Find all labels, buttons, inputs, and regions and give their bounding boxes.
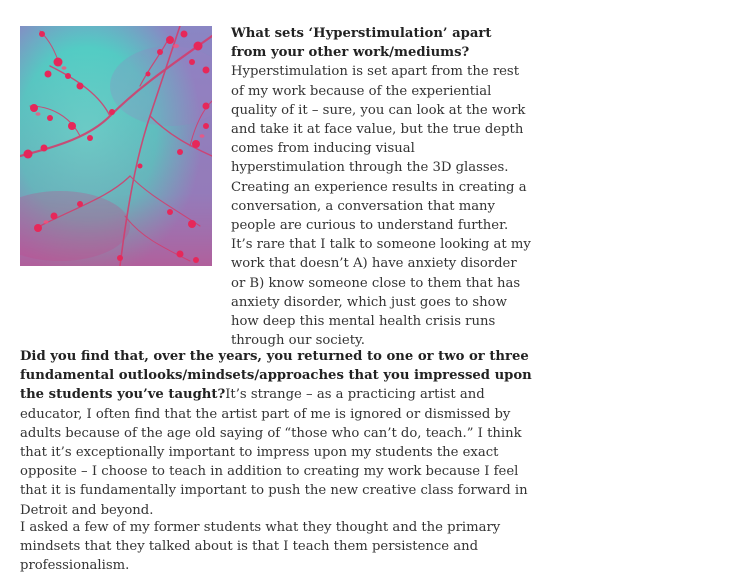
answer-1-text: Hyperstimulation is set apart from the rest of my work because of the experiential quality of it – sure, you can look at the work and take it at face value, but the true depth comes from inducing visual hyperstimulation through the 3D glasses. Creating an experience results in creating a conversation, a conversation that many people are curious to understand further. It’s rare that I talk to someone looking at my work that doesn’t A) have anxiety disorder or B) know someone close to them that has anxiety disorder, which just goes to show how deep this mental health crisis runs through our society. [231, 64, 531, 349]
branches-artwork-icon [20, 26, 212, 266]
question-1-heading: What sets ‘Hyperstimulation’ apart from your other work/mediums? [231, 26, 492, 61]
question-2-heading: Did you find that, over the years, you returned to one or two or three fundamental outlooks/mindsets/approaches that you impressed upon the students you’ve taught? [20, 349, 532, 403]
closing-paragraph: I asked a few of my former students what they thought and the primary mindsets that they talked about is that I teach them persistence and professionalism. [20, 520, 501, 574]
hyperstimulation-artwork-image [20, 26, 212, 266]
question-1-paragraph [231, 24, 531, 350]
answer-2-text: It’s strange – as a practicing artist and educator, I often find that the artist part of me is ignored or dismissed by adults because of the age old saying of “those who can’t do, teach.” I think that it’s exceptionally important to impress upon my students the exact opposite – I choose to teach in addition to creating my work because I feel that it is fundamentally important to push the new creative class forward in Detroit and beyond. [20, 387, 528, 518]
question-2-paragraph [20, 347, 535, 520]
